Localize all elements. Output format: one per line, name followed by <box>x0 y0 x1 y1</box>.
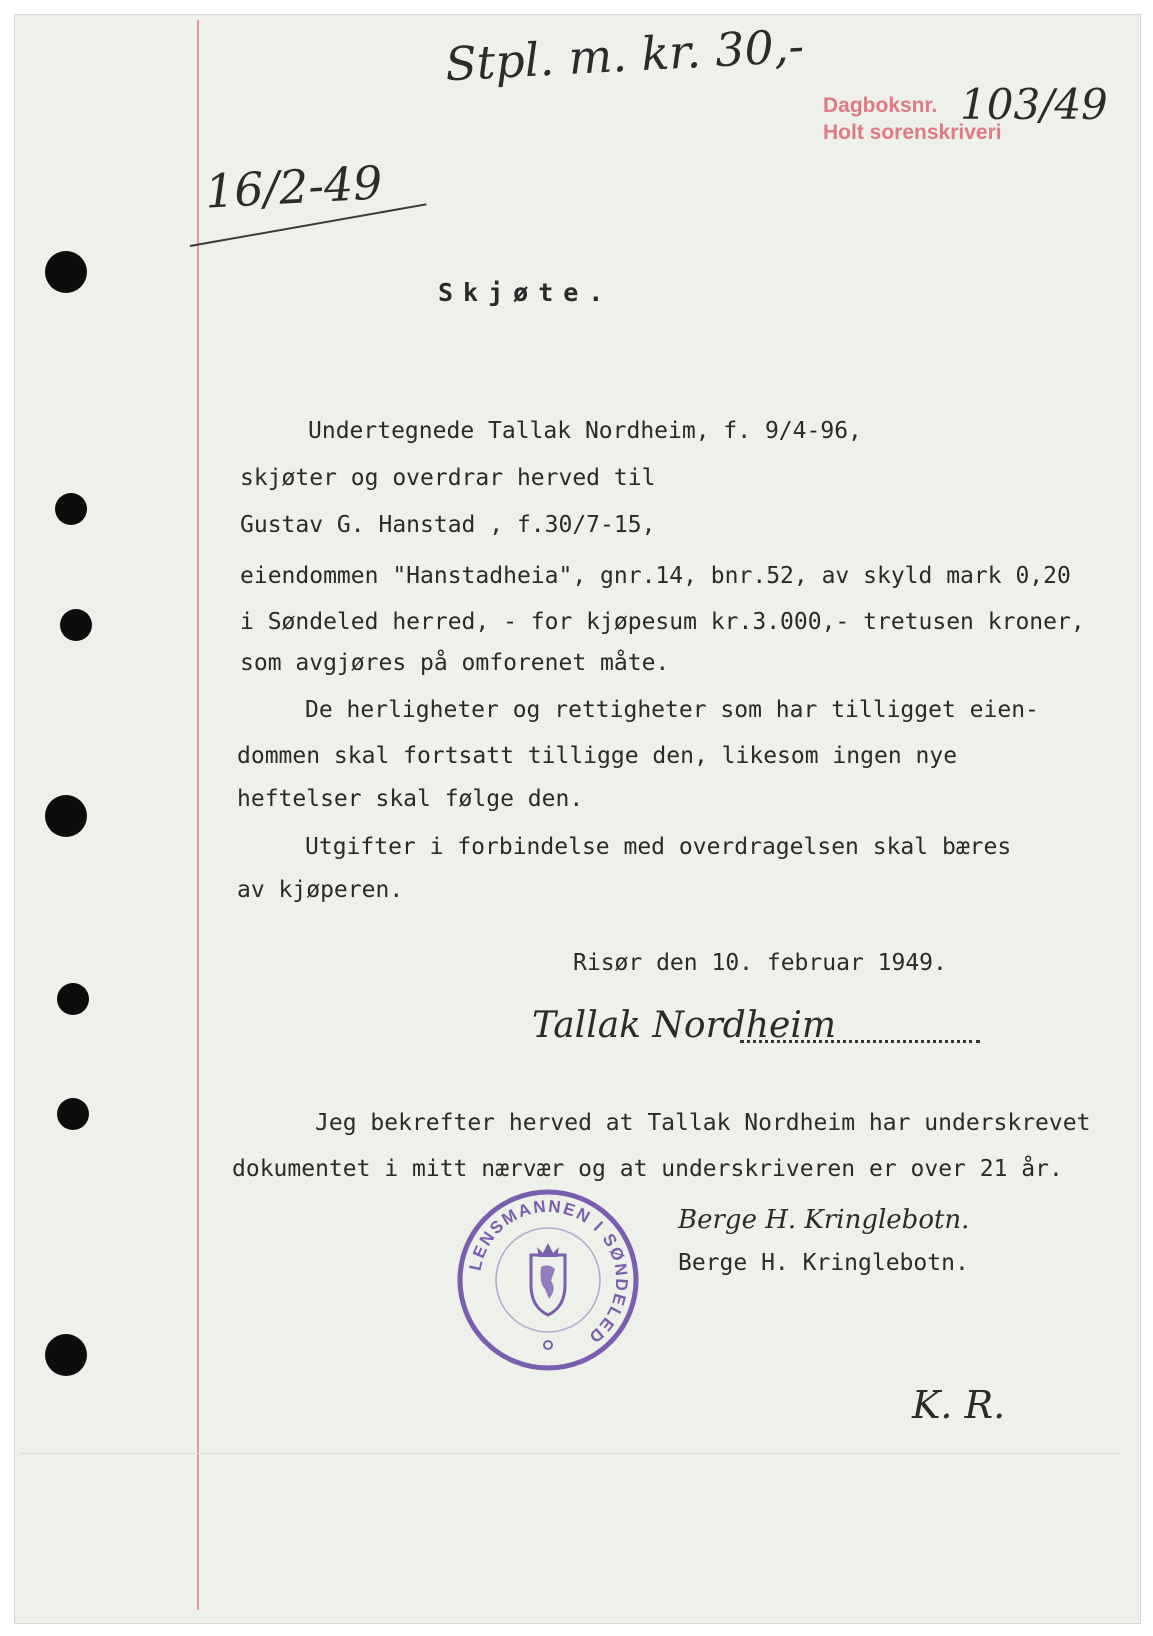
punch-hole <box>45 251 87 293</box>
signature-dotted-line <box>740 1040 980 1043</box>
initials: K. R. <box>912 1383 1006 1427</box>
punch-hole <box>55 493 87 525</box>
fold-line <box>20 1453 1120 1454</box>
journal-label: Dagboksnr. <box>823 94 938 117</box>
punch-hole <box>60 609 92 641</box>
body-line: skjøter og overdrar herved til <box>240 465 656 491</box>
place-date: Risør den 10. februar 1949. <box>573 950 947 976</box>
seller-signature: Tallak Nordheim <box>532 1005 836 1046</box>
body-line: i Søndeled herred, - for kjøpesum kr.3.000,- tretusen kroner, <box>240 609 1085 635</box>
body-line: dommen skal fortsatt tilligge den, likesom ingen nye <box>237 743 958 769</box>
fee-note: Stpl. m. kr. 30,- <box>443 18 806 92</box>
punch-hole <box>45 1334 87 1376</box>
date-received: 16/2-49 <box>203 155 384 219</box>
svg-text:LENSMANNEN I SØNDELED: LENSMANNEN I SØNDELED <box>465 1196 632 1348</box>
body-line: som avgjøres på omforenet måte. <box>240 650 670 676</box>
punch-hole <box>57 983 89 1015</box>
punch-hole <box>57 1098 89 1130</box>
punch-hole <box>45 795 87 837</box>
witness-signature: Berge H. Kringlebotn. <box>678 1205 970 1235</box>
office-name: Holt sorenskriveri <box>823 121 1002 144</box>
document-title: Skjøte. <box>438 278 614 307</box>
witness-line: Jeg bekrefter herved at Tallak Nordheim har underskrevet <box>315 1110 1091 1136</box>
margin-line <box>197 20 199 1610</box>
body-line: Utgifter i forbindelse med overdragelsen skal bæres <box>305 834 1012 860</box>
body-line: av kjøperen. <box>237 877 404 903</box>
body-line: Undertegnede Tallak Nordheim, f. 9/4-96, <box>308 418 862 444</box>
body-line: heftelser skal følge den. <box>237 786 584 812</box>
witness-name: Berge H. Kringlebotn. <box>678 1250 969 1276</box>
journal-number: 103/49 <box>960 80 1108 129</box>
witness-line: dokumentet i mitt nærvær og at underskriveren er over 21 år. <box>232 1156 1063 1182</box>
body-line: De herligheter og rettigheter som har tilligget eien- <box>305 697 1039 723</box>
buyer-line: Gustav G. Hanstad , f.30/7-15, <box>240 512 656 538</box>
body-line: eiendommen "Hanstadheia", gnr.14, bnr.52, av skyld mark 0,20 <box>240 563 1071 589</box>
official-seal <box>453 1185 643 1375</box>
